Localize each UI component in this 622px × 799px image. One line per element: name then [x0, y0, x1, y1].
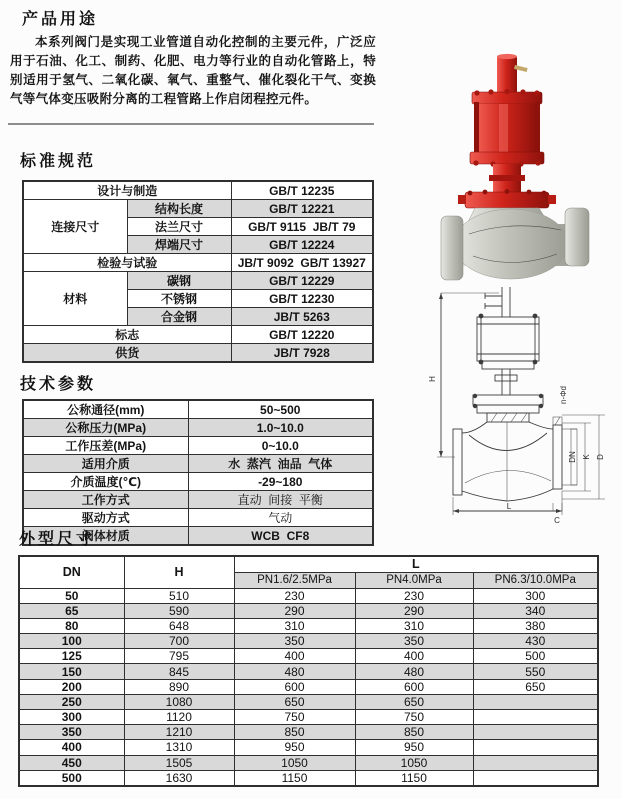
table-row [23, 455, 373, 473]
dims-header-pn3: PN6.3/10.0MPa [473, 572, 598, 588]
table-row [23, 509, 373, 527]
dims-header-l: L [234, 556, 598, 572]
dims-cell-h: 1210 [124, 725, 234, 740]
dims-header-dn: DN [19, 556, 124, 588]
table-row [19, 770, 598, 786]
std-value-cell: JB/T 9092 GB/T 13927 [231, 254, 373, 272]
table-row [23, 419, 373, 437]
dims-cell-l2: 350 [355, 634, 473, 649]
std-value-cell: GB/T 12230 [231, 290, 373, 308]
tech-label-cell: 介质温度(℃) [23, 473, 188, 491]
dims-cell-h: 1080 [124, 694, 234, 709]
dims-cell-dn: 350 [19, 725, 124, 740]
dim-label-d: D [596, 454, 605, 460]
std-value-cell: JB/T 5263 [231, 308, 373, 326]
std-sublabel-cell: 合金钢 [127, 308, 231, 326]
dims-cell-dn: 65 [19, 603, 124, 618]
dims-cell-l3: 300 [473, 588, 598, 603]
dims-cell-l1: 750 [234, 710, 355, 725]
dims-cell-l1: 480 [234, 664, 355, 679]
dim-label-bolt-holes: n-Φd [559, 386, 568, 404]
table-row [23, 181, 373, 200]
dims-cell-dn: 500 [19, 770, 124, 786]
table-row [19, 664, 598, 679]
table-header-row [19, 556, 598, 572]
usage-section-title: 产品用途 [22, 11, 99, 28]
std-value-cell: JB/T 7928 [231, 344, 373, 363]
dims-cell-dn: 200 [19, 679, 124, 694]
section-divider [8, 123, 374, 125]
dimensions-table [18, 555, 599, 787]
standards-table [22, 180, 374, 363]
dims-cell-l3: 340 [473, 603, 598, 618]
std-label-cell: 供货 [23, 344, 231, 363]
std-value-cell: GB/T 12220 [231, 326, 373, 344]
dims-cell-l1: 290 [234, 603, 355, 618]
dims-cell-h: 890 [124, 679, 234, 694]
std-value-cell: GB/T 12229 [231, 272, 373, 290]
dims-cell-l1: 600 [234, 679, 355, 694]
table-row [23, 491, 373, 509]
std-sublabel-cell: 结构长度 [127, 200, 231, 218]
std-label-cell: 设计与制造 [23, 181, 231, 200]
std-value-cell: GB/T 9115 JB/T 79 [231, 218, 373, 236]
dims-cell-l3 [473, 694, 598, 709]
dims-cell-dn: 300 [19, 710, 124, 725]
tech-label-cell: 阀体材质 [23, 527, 188, 546]
dims-cell-l3: 550 [473, 664, 598, 679]
dims-cell-h: 845 [124, 664, 234, 679]
dims-cell-l3: 430 [473, 634, 598, 649]
dim-label-k: K [582, 454, 591, 460]
table-row [19, 755, 598, 770]
std-label-cell: 材料 [23, 272, 127, 326]
tech-value-cell: -29~180 [188, 473, 373, 491]
dims-cell-dn: 50 [19, 588, 124, 603]
dims-cell-l2: 750 [355, 710, 473, 725]
dims-cell-l3 [473, 725, 598, 740]
dims-cell-h: 1310 [124, 740, 234, 755]
table-row [23, 254, 373, 272]
tech-parameters-table [22, 399, 374, 546]
dims-cell-h: 1630 [124, 770, 234, 786]
tech-label-cell: 工作方式 [23, 491, 188, 509]
table-row [19, 694, 598, 709]
dims-cell-h: 700 [124, 634, 234, 649]
dims-cell-dn: 125 [19, 649, 124, 664]
table-row [19, 634, 598, 649]
valve-body [441, 208, 589, 280]
table-row [23, 473, 373, 491]
dim-label-dn: DN [568, 451, 577, 463]
dim-label-c: C [554, 516, 560, 525]
dims-cell-dn: 450 [19, 755, 124, 770]
dims-cell-h: 510 [124, 588, 234, 603]
table-row [23, 400, 373, 419]
table-row [19, 588, 598, 603]
dim-label-h: H [428, 376, 437, 382]
std-label-cell: 连接尺寸 [23, 200, 127, 254]
dims-cell-l3 [473, 770, 598, 786]
dims-header-pn1: PN1.6/2.5MPa [234, 572, 355, 588]
dims-cell-l1: 230 [234, 588, 355, 603]
tech-label-cell: 公称压力(MPa) [23, 419, 188, 437]
table-row [19, 603, 598, 618]
dims-cell-l2: 850 [355, 725, 473, 740]
tech-value-cell: WCB CF8 [188, 527, 373, 546]
dims-header-h: H [124, 556, 234, 588]
valve-product-photo [435, 48, 605, 283]
table-row [19, 725, 598, 740]
dims-cell-h: 648 [124, 618, 234, 633]
dims-cell-l2: 230 [355, 588, 473, 603]
dims-cell-h: 795 [124, 649, 234, 664]
dims-cell-l2: 1150 [355, 770, 473, 786]
std-value-cell: GB/T 12221 [231, 200, 373, 218]
std-sublabel-cell: 焊端尺寸 [127, 236, 231, 254]
tech-section-title: 技术参数 [20, 376, 97, 393]
dims-cell-dn: 150 [19, 664, 124, 679]
std-value-cell: GB/T 12235 [231, 181, 373, 200]
dims-cell-l2: 310 [355, 618, 473, 633]
table-row [19, 618, 598, 633]
dims-cell-l2: 650 [355, 694, 473, 709]
std-label-cell: 标志 [23, 326, 231, 344]
dims-cell-l1: 950 [234, 740, 355, 755]
table-row [23, 272, 373, 290]
dims-cell-l2: 290 [355, 603, 473, 618]
std-sublabel-cell: 碳钢 [127, 272, 231, 290]
dims-header-pn2: PN4.0MPa [355, 572, 473, 588]
dims-cell-dn: 250 [19, 694, 124, 709]
dims-cell-dn: 80 [19, 618, 124, 633]
tech-value-cell: 水 蒸汽 油品 气体 [188, 455, 373, 473]
dims-cell-l1: 1150 [234, 770, 355, 786]
dims-cell-dn: 400 [19, 740, 124, 755]
actuator-assembly [458, 54, 556, 208]
usage-paragraph: 本系列阀门是实现工业管道自动化控制的主要元件，广泛应用于石油、化工、制药、化肥、电力等行业的自动化管路上，特别适用于氢气、二氧化碳、氧气、重整气、催化裂化干气、变换气等气体变压吸附分离的工程管路上作启闭程控元件。 [10, 35, 376, 106]
tech-value-cell: 直动 间接 平衡 [188, 491, 373, 509]
tech-value-cell: 0~10.0 [188, 437, 373, 455]
dims-cell-l3: 500 [473, 649, 598, 664]
dims-cell-l3 [473, 740, 598, 755]
dims-cell-l2: 600 [355, 679, 473, 694]
dims-section-title: 外型尺寸 [19, 531, 96, 548]
table-row [19, 679, 598, 694]
tech-label-cell: 公称通径(mm) [23, 400, 188, 419]
table-row [19, 710, 598, 725]
dims-cell-h: 1505 [124, 755, 234, 770]
std-value-cell: GB/T 12224 [231, 236, 373, 254]
dims-cell-l2: 950 [355, 740, 473, 755]
tech-label-cell: 驱动方式 [23, 509, 188, 527]
dims-cell-l3: 380 [473, 618, 598, 633]
standards-section-title: 标准规范 [20, 153, 97, 170]
table-row [23, 200, 373, 218]
dims-cell-l3 [473, 710, 598, 725]
table-row [23, 437, 373, 455]
dims-cell-h: 1120 [124, 710, 234, 725]
dims-cell-l3 [473, 755, 598, 770]
table-row [19, 740, 598, 755]
table-row [19, 649, 598, 664]
dims-cell-l3: 650 [473, 679, 598, 694]
tech-value-cell: 1.0~10.0 [188, 419, 373, 437]
dims-cell-l1: 400 [234, 649, 355, 664]
dims-cell-l1: 1050 [234, 755, 355, 770]
dims-cell-l2: 480 [355, 664, 473, 679]
tech-value-cell: 气动 [188, 509, 373, 527]
dims-cell-l1: 850 [234, 725, 355, 740]
std-sublabel-cell: 不锈钢 [127, 290, 231, 308]
dims-cell-l1: 350 [234, 634, 355, 649]
tech-value-cell: 50~500 [188, 400, 373, 419]
dims-cell-dn: 100 [19, 634, 124, 649]
std-label-cell: 检验与试验 [23, 254, 231, 272]
dims-cell-h: 590 [124, 603, 234, 618]
tech-label-cell: 工作压差(MPa) [23, 437, 188, 455]
dims-cell-l2: 1050 [355, 755, 473, 770]
dim-label-l: L [506, 502, 512, 511]
table-row [23, 326, 373, 344]
valve-dimension-drawing [425, 283, 622, 533]
dims-cell-l2: 400 [355, 649, 473, 664]
tech-label-cell: 适用介质 [23, 455, 188, 473]
std-sublabel-cell: 法兰尺寸 [127, 218, 231, 236]
dims-cell-l1: 650 [234, 694, 355, 709]
dims-cell-l1: 310 [234, 618, 355, 633]
table-row [23, 344, 373, 363]
